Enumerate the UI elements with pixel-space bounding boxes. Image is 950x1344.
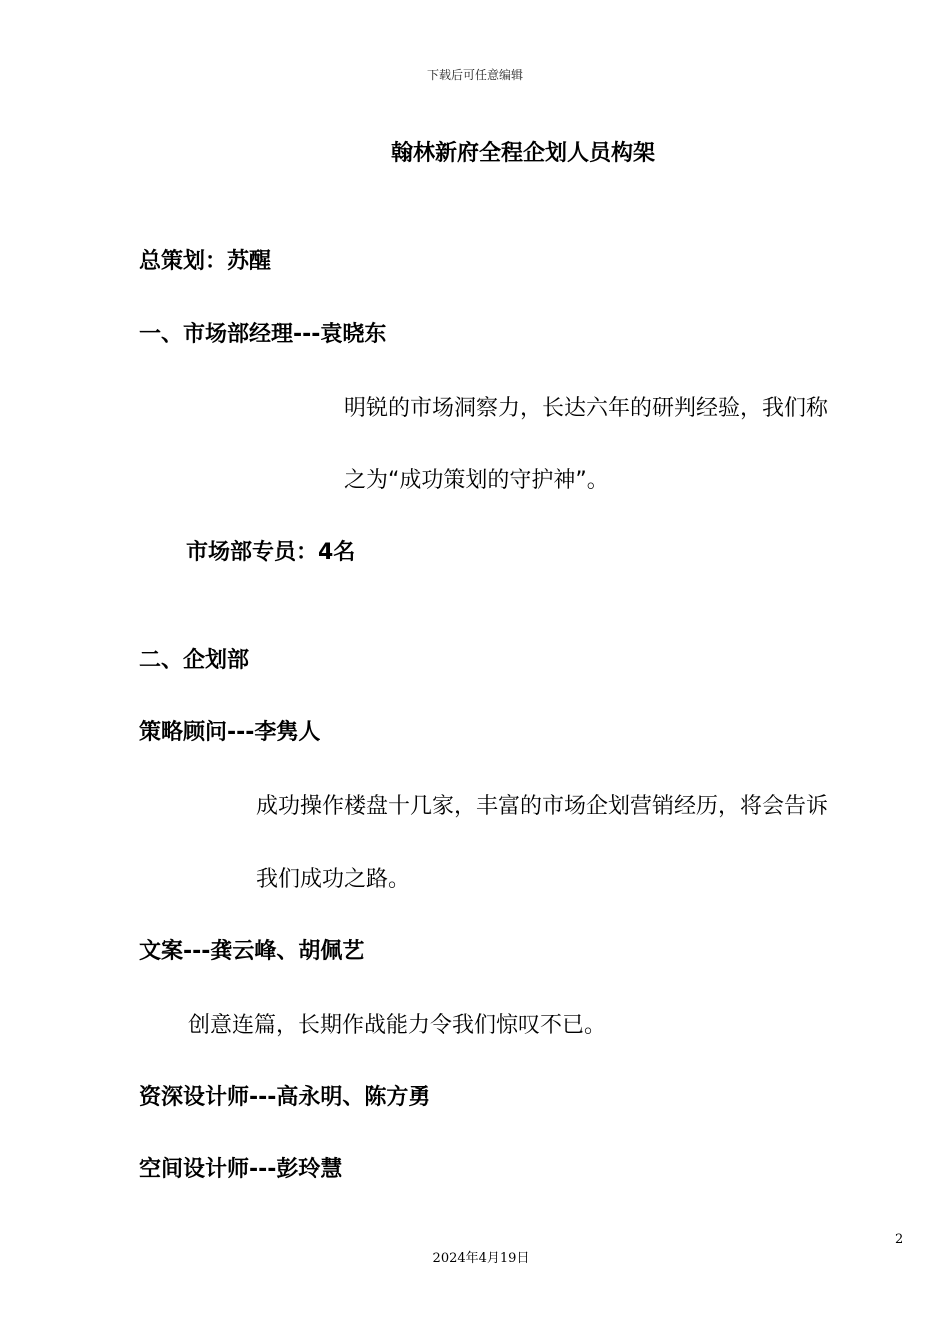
section1-staff: 市场部专员：4名 (186, 540, 356, 565)
document-title: 翰林新府全程企划人员构架 (390, 141, 655, 166)
space-designer: 空间设计师---彭玲慧 (139, 1157, 343, 1182)
header-note: 下载后可任意编辑 (426, 68, 523, 82)
section1-desc-line2: 之为“成功策划的守护神”。 (344, 468, 609, 493)
copywriting-title: 文案---龚云峰、胡佩艺 (139, 939, 365, 964)
senior-designer: 资深设计师---高永明、陈方勇 (139, 1085, 431, 1110)
strategy-desc-line1: 成功操作楼盘十几家，丰富的市场企划营销经历，将会告诉 (256, 794, 829, 819)
section1-heading: 一、市场部经理---袁晓东 (139, 322, 387, 347)
chief-planner: 总策划：苏醒 (139, 249, 272, 274)
copywriting-desc: 创意连篇，长期作战能力令我们惊叹不已。 (188, 1013, 607, 1038)
page-number: 2 (895, 1232, 904, 1247)
section1-desc-line1: 明锐的市场洞察力，长达六年的研判经验，我们称 (344, 396, 829, 421)
strategy-consultant-title: 策略顾问---李隽人 (139, 720, 321, 745)
section2-heading: 二、企划部 (139, 648, 250, 673)
strategy-desc-line2: 我们成功之路。 (256, 867, 411, 892)
footer-date: 2024年4月19日 (432, 1251, 530, 1266)
